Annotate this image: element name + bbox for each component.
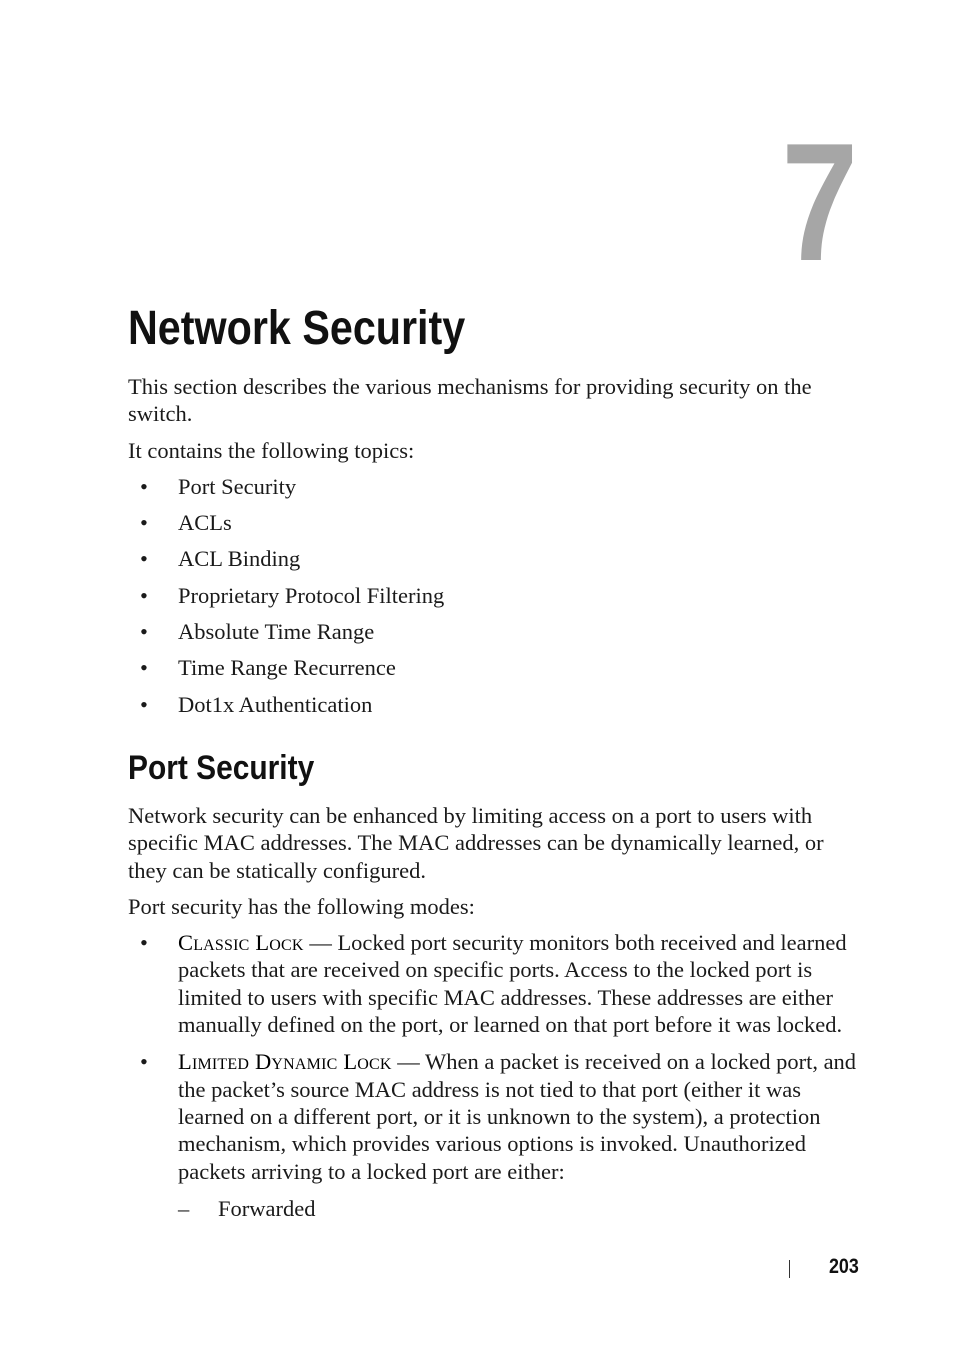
topics-lead-in: It contains the following topics: <box>128 437 415 463</box>
topic-label: Port Security <box>178 473 297 499</box>
bullet-icon: • <box>140 473 148 499</box>
mode-separator: — <box>391 1049 425 1075</box>
mode-separator: — <box>303 930 338 956</box>
topic-label: ACLs <box>178 510 232 536</box>
chapter-number: 7 <box>781 108 856 296</box>
topic-label: ACL Binding <box>178 546 301 572</box>
page-number: 203 <box>829 1255 859 1278</box>
list-item <box>128 473 858 500</box>
list-item <box>128 654 858 681</box>
mode-description: When a packet is received on a locked port, and the packet’s source MAC address is not tied to that port (either it was learned on a different port, or it is unknown to the system), a protection mechanism, which provides various options is invoked. Unauthorized packets arriving to a locked port are either: <box>178 1049 857 1184</box>
bullet-icon: • <box>140 619 148 645</box>
sub-list-item <box>178 1195 858 1222</box>
topic-label: Time Range Recurrence <box>178 655 396 681</box>
bullet-icon: • <box>140 510 148 536</box>
list-item <box>128 618 858 645</box>
topic-label: Proprietary Protocol Filtering <box>178 582 445 608</box>
bullet-icon: • <box>140 1049 148 1075</box>
footer-divider <box>789 1260 790 1278</box>
bullet-icon: • <box>140 655 148 681</box>
intro-paragraph: This section describes the various mechanisms for providing security on the switch. <box>128 374 812 427</box>
page-content <box>128 373 858 1232</box>
bullet-icon: • <box>140 546 148 572</box>
list-item <box>128 509 858 536</box>
list-item <box>128 691 858 718</box>
topic-label: Absolute Time Range <box>178 619 375 645</box>
mode-description: Locked port security monitors both received and learned packets that are received on specific ports. Access to the locked port is limited to users with specific MAC addresses. These addresses are either manually defined on the port, or learned on that port before it was locked. <box>178 930 847 1038</box>
topics-list <box>128 473 858 718</box>
topic-label: Dot1x Authentication <box>178 691 373 717</box>
chapter-title: Network Security <box>128 302 466 355</box>
mode-term: Limited Dynamic Lock <box>178 1049 392 1075</box>
dash-icon: – <box>178 1195 190 1221</box>
section-paragraph: Network security can be enhanced by limiting access on a port to users with specific MAC addresses. The MAC addresses can be dynamically learned, or they can be statically configured. <box>128 802 824 883</box>
list-item <box>128 929 858 1038</box>
sub-item-label: Forwarded <box>218 1195 316 1221</box>
modes-list <box>128 929 858 1222</box>
mode-term: Classic Lock <box>178 930 304 956</box>
list-item <box>128 1048 858 1222</box>
bullet-icon: • <box>140 691 148 717</box>
list-item <box>128 582 858 609</box>
section-heading: Port Security <box>128 748 315 787</box>
bullet-icon: • <box>140 930 148 956</box>
sub-list <box>178 1195 858 1222</box>
bullet-icon: • <box>140 582 148 608</box>
list-item <box>128 545 858 572</box>
modes-lead-in: Port security has the following modes: <box>128 893 475 919</box>
